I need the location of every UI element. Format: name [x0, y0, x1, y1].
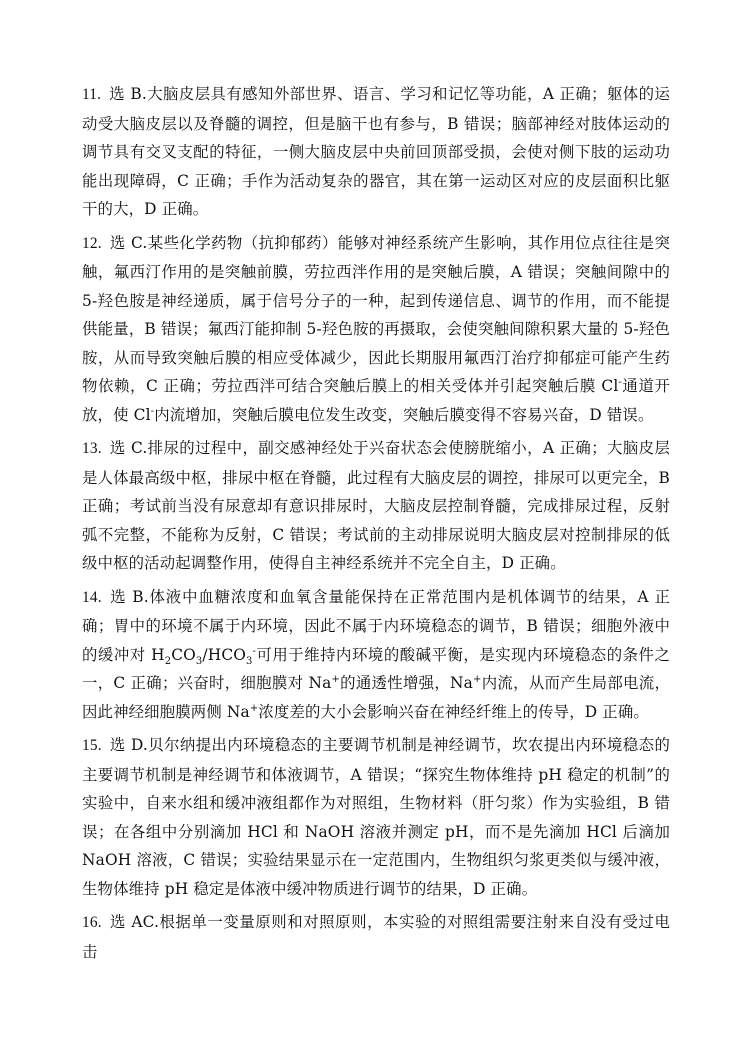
explanation-text: 的通透性增强，Na: [339, 674, 474, 692]
answer-choice: 选 D.: [109, 736, 148, 754]
superscript: -: [252, 645, 257, 657]
question-number: 14.: [82, 588, 102, 606]
explanation-text: 某些化学药物（抗抑郁药）能够对神经系统产生影响，其作用位点往往是突触，氟西汀作用的是突触前膜，劳拉西泮作用的是突触后膜，A 错误；突触间隙中的 5-羟色胺是神经递质，属于信号分子的一种，起到传递信息、调节的作用，而不能提供能量，B 错误；氟西汀能抑制 5-羟色胺的再摄取，会使突触间隙积累大量的 5-羟色胺，从而导致突触后膜的相应受体减少，因此长期服用氟西汀治疗抑郁症可能产生药物依赖，C 正确；劳拉西泮可结合突触后膜上的相关受体并引起突触后膜 Cl: [82, 233, 670, 395]
explanation-text: 根据单一变量原则和对照原则，本实验的对照组需要注射来自没有受过电击: [82, 913, 670, 961]
superscript: +: [473, 673, 482, 685]
superscript: -: [618, 376, 622, 388]
answer-choice: 选 C.: [109, 439, 148, 457]
superscript: -: [150, 405, 155, 417]
answer-item-12: [82, 229, 670, 430]
explanation-text: 浓度差的大小会影响兴奋在神经纤维上的传导，D 正确。: [258, 702, 649, 721]
answer-paragraph: [82, 80, 670, 224]
explanation-text: 排尿的过程中，副交感神经处于兴奋状态会使膀胱缩小，A 正确；大脑皮层是人体最高级中枢，排尿中枢在脊髓，此过程有大脑皮层的调控，排尿可以更完全，B 正确；考试前当没有尿意却有意识排尿时，大脑皮层控制脊髓，完成排尿过程，反射弧不完整，不能称为反射，C 错误；考试前的主动排尿说明大脑皮层对控制排尿的低级中枢的活动起调整作用，使得自主神经系统并不完全自主，D 正确。: [82, 439, 670, 572]
answer-paragraph: [82, 731, 670, 903]
answer-paragraph: [82, 229, 670, 430]
answer-paragraph: [82, 434, 670, 578]
subscript: 2: [164, 655, 172, 667]
explanation-text: 通道开放，使 Cl: [82, 377, 670, 424]
answer-choice: 选 B.: [108, 85, 147, 103]
question-number: 13.: [82, 440, 102, 457]
question-number: 11.: [82, 86, 102, 103]
explanation-text: 贝尔纳提出内环境稳态的主要调节机制是神经调节，坎农提出内环境稳态的主要调节机制是神经调节和体液调节，A 错误；“探究生物体维持 pH 稳定的机制”的实验中，自来水组和缓冲液组都作为对照组，生物材料（肝匀浆）作为实验组，B 错误；在各组中分别滴加 HCl 和 NaOH 溶液并测定 pH，而不是先滴加 HCl 后滴加 NaOH 溶液，C 错误；实验结果显示在一定范围内，生物组织匀浆更类似与缓冲液，生物体维持 pH 稳定是体液中缓冲物质进行调节的结果，D 正确。: [82, 736, 670, 898]
explanation-text: 内流，从而产生局部电流，因此神经细胞膜两侧 Na: [82, 674, 670, 721]
answer-item-11: [82, 80, 670, 224]
explanation-text: 大脑皮层具有感知外部世界、语言、学习和记忆等功能，A 正确；躯体的运动受大脑皮层以及脊髓的调控，但是脑干也有参与，B 错误；脑部神经对肢体运动的调节具有交叉支配的特征，一侧大脑皮层中央前回顶部受损，会使对侧下肢的运动功能出现障碍，C 正确；手作为活动复杂的器官，其在第一运动区对应的皮层面积比躯干的大，D 正确。: [82, 85, 670, 218]
answer-item-14: [82, 583, 670, 727]
question-number: 12.: [82, 234, 102, 252]
explanation-text: /HCO: [202, 645, 247, 664]
explanation-text: 体液中血糖浓度和血氧含量能保持在正常范围内是机体调节的结果，A 正确；胃中的环境不属于内环境，因此不属于内环境稳态的调节，B 错误；细胞外液中的缓冲对 H: [82, 587, 670, 664]
explanation-text: 内流增加，突触后膜电位发生改变，突触后膜变得不容易兴奋，D 错误。: [154, 405, 654, 424]
answer-choice: 选 C.: [109, 233, 148, 252]
answer-choice: 选 B.: [109, 587, 149, 606]
superscript: +: [331, 673, 340, 685]
superscript: +: [249, 702, 259, 714]
question-number: 16.: [82, 914, 102, 931]
answer-choice: 选 AC.: [109, 913, 160, 931]
answer-item-16: [82, 908, 670, 966]
question-number: 15.: [82, 737, 102, 754]
answer-item-15: [82, 731, 670, 903]
subscript: 3: [246, 655, 253, 667]
subscript: 3: [195, 655, 203, 667]
answer-paragraph: [82, 908, 670, 966]
explanation-text: 可用于维持内环境的酸碱平衡，是实现内环境稳态的条件之一，C 正确；兴奋时，细胞膜对 Na: [82, 645, 671, 692]
explanation-text: CO: [171, 645, 196, 664]
answer-item-13: [82, 434, 670, 578]
answer-paragraph: [82, 583, 670, 727]
